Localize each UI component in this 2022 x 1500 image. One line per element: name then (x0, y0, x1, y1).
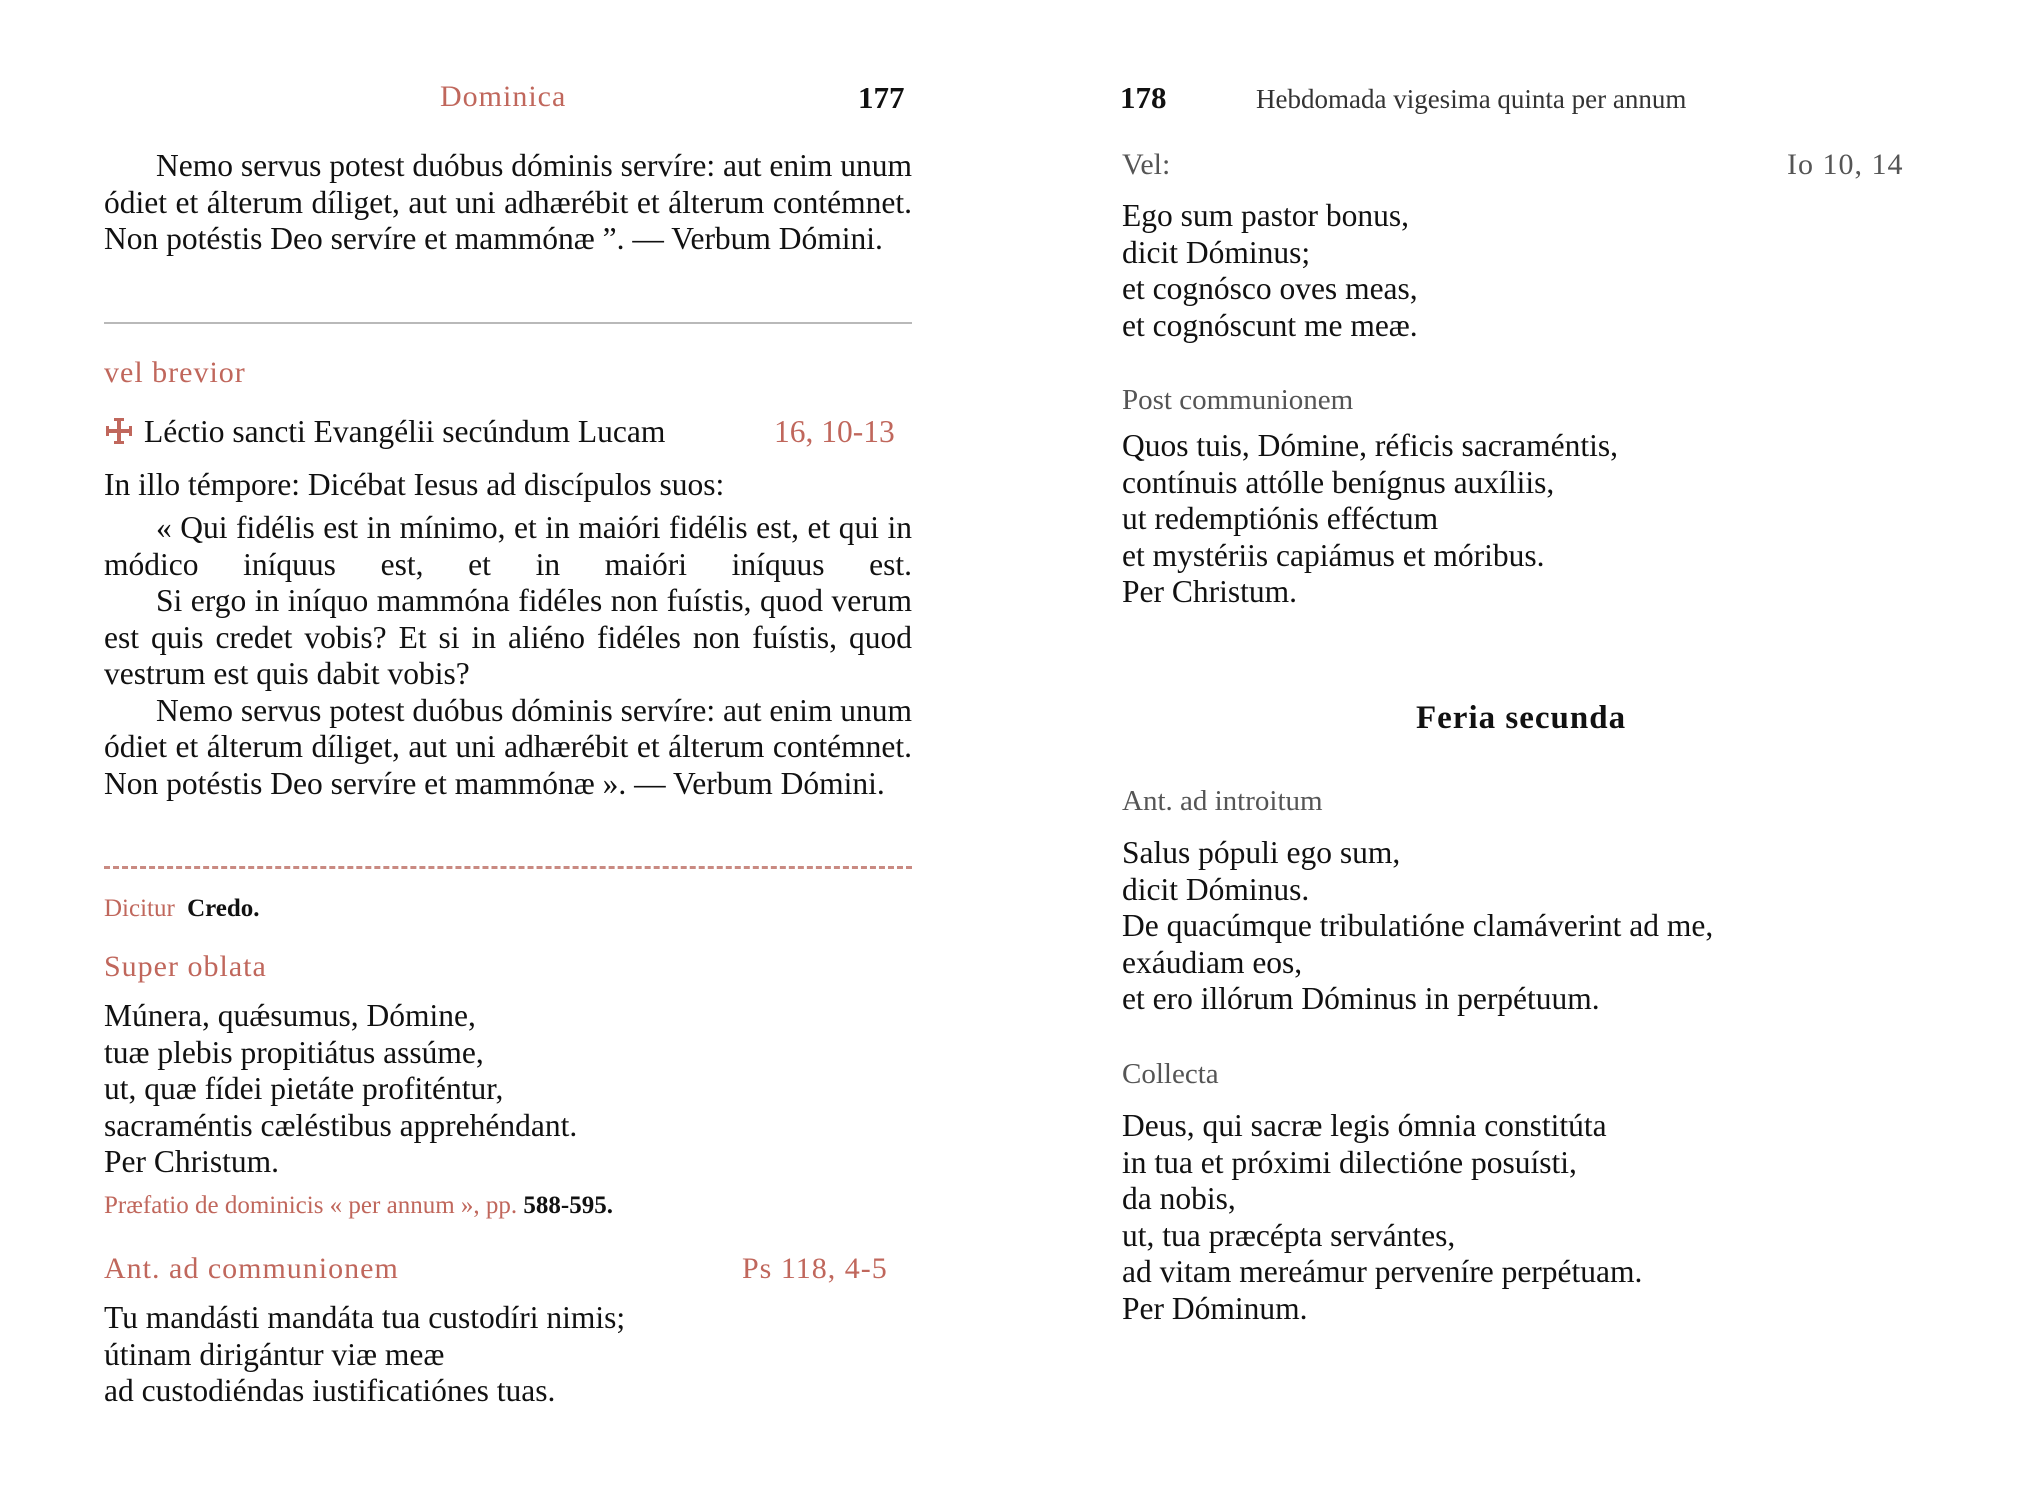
antiphon-line: et ero illórum Dóminus in perpétuum. (1122, 981, 1600, 1016)
vel-reference: Io 10, 14 (1787, 148, 1904, 181)
prayer-line: tuæ plebis propitiátus assúme, (104, 1034, 484, 1070)
gospel-intro-line: In illo témpore: Dicébat Iesus ad discípulos suos: (104, 467, 725, 502)
communion-heading: Ant. ad communionem (104, 1252, 399, 1285)
prayer-line: in tua et próximi dilectióne posuísti, (1122, 1144, 1577, 1180)
antiphon-line: et cognóscunt me meæ. (1122, 307, 1418, 343)
prayer-line: Per Christum. (1122, 574, 1298, 609)
collecta-prayer (1122, 1108, 1642, 1327)
left-page-number: 177 (858, 80, 905, 115)
antiphon-line: Tu mandásti mandáta tua custodíri nimis; (104, 1300, 626, 1335)
vel-label: Vel: (1122, 148, 1171, 181)
prayer-line: contínuis attólle benígnus auxíliis, (1122, 464, 1555, 500)
lectio-title-line (104, 414, 665, 451)
antiphon-line: ad custodiéndas iustificatiónes tuas. (104, 1373, 556, 1408)
gospel-paragraph: « Qui fidélis est in mínimo, et in maióri fidélis est, et qui in módico iníquus est, et in maióri iníquus est. (104, 510, 912, 582)
lectio-reference: 16, 10-13 (774, 414, 895, 449)
post-communionem-prayer (1122, 428, 1618, 611)
vel-antiphon (1122, 198, 1418, 344)
cross-icon (104, 416, 134, 446)
gospel-paragraph: Si ergo in iníquo mammóna fidéles non fuístis, quod verum est quis credet vobis? Et si in aliéno fidéles non fuístis, quod vestrum est quis dabit vobis? (104, 583, 912, 691)
antiphon-line: De quacúmque tribulatióne clamáverint ad me, (1122, 908, 1714, 943)
credo-word: Credo. (187, 895, 260, 922)
right-running-title: Hebdomada vigesima quinta per annum (1256, 84, 1687, 114)
prayer-line: ut redemptiónis efféctum (1122, 501, 1439, 536)
right-page (1011, 0, 2022, 1500)
prayer-line: Múnera, quǽsumus, Dómine, (104, 998, 476, 1033)
antiphon-line: et cognósco oves meas, (1122, 271, 1418, 306)
feria-title: Feria secunda (1416, 700, 1627, 736)
antiphon-line: exáudiam eos, (1122, 944, 1303, 980)
praefatio-pages: 588-595. (523, 1192, 613, 1219)
gospel-text (104, 510, 912, 802)
praefatio-line (104, 1192, 613, 1220)
introitus-heading: Ant. ad introitum (1122, 785, 1323, 817)
prayer-line: ad vitam mereámur perveníre perpétuam. (1122, 1254, 1643, 1289)
prayer-line: ut, tua præcépta servántes, (1122, 1217, 1456, 1253)
prayer-line: ut, quæ fídei pietáte profiténtur, (104, 1071, 504, 1106)
antiphon-line: dicit Dóminus; (1122, 234, 1311, 270)
antiphon-line: Ego sum pastor bonus, (1122, 198, 1409, 233)
lectio-title: Léctio sancti Evangélii secúndum Lucam (144, 414, 666, 449)
introitus-antiphon (1122, 835, 1713, 1018)
right-page-number: 178 (1120, 80, 1167, 115)
prayer-line: et mystériis capiámus et móribus. (1122, 537, 1545, 573)
prayer-line: Deus, qui sacræ legis ómnia constitúta (1122, 1108, 1607, 1143)
prayer-line: Per Christum. (104, 1144, 280, 1179)
collecta-heading: Collecta (1122, 1058, 1219, 1090)
credo-rubric: Dicitur (104, 895, 175, 922)
super-oblata-heading: Super oblata (104, 950, 267, 983)
left-running-title: Dominica (440, 80, 567, 113)
prayer-line: da nobis, (1122, 1181, 1236, 1216)
top-paragraph-text: Nemo servus potest duóbus dóminis servíre: aut enim unum ódiet et álterum díliget, aut uni adhærébit et álterum contémnet. Non potéstis Deo servíre et mammónæ ”. — Verbum Dómini. (104, 148, 912, 256)
communion-reference: Ps 118, 4-5 (742, 1252, 888, 1285)
top-paragraph (104, 148, 912, 258)
post-communionem-heading: Post communionem (1122, 384, 1354, 416)
prayer-line: sacraméntis cæléstibus apprehéndant. (104, 1107, 578, 1143)
antiphon-line: dicit Dóminus. (1122, 871, 1310, 907)
divider-1 (104, 322, 912, 324)
credo-line (104, 895, 260, 923)
prayer-line: Quos tuis, Dómine, réficis sacraméntis, (1122, 428, 1619, 463)
gospel-paragraph: Nemo servus potest duóbus dóminis servíre: aut enim unum ódiet et álterum díliget, aut uni adhærébit et álterum contémnet. Non potéstis Deo servíre et mammónæ ». — Verbum Dómini. (104, 692, 912, 801)
antiphon-line: Salus pópuli ego sum, (1122, 835, 1401, 870)
super-oblata-prayer (104, 998, 577, 1181)
brevior-rubric: vel brevior (104, 356, 246, 389)
communion-antiphon (104, 1300, 625, 1410)
praefatio-rubric: Præfatio de dominicis « per annum », pp. (104, 1192, 518, 1219)
antiphon-line: útinam dirigántur viæ meæ (104, 1336, 445, 1372)
prayer-line: Per Dóminum. (1122, 1290, 1308, 1326)
divider-2 (104, 866, 912, 869)
